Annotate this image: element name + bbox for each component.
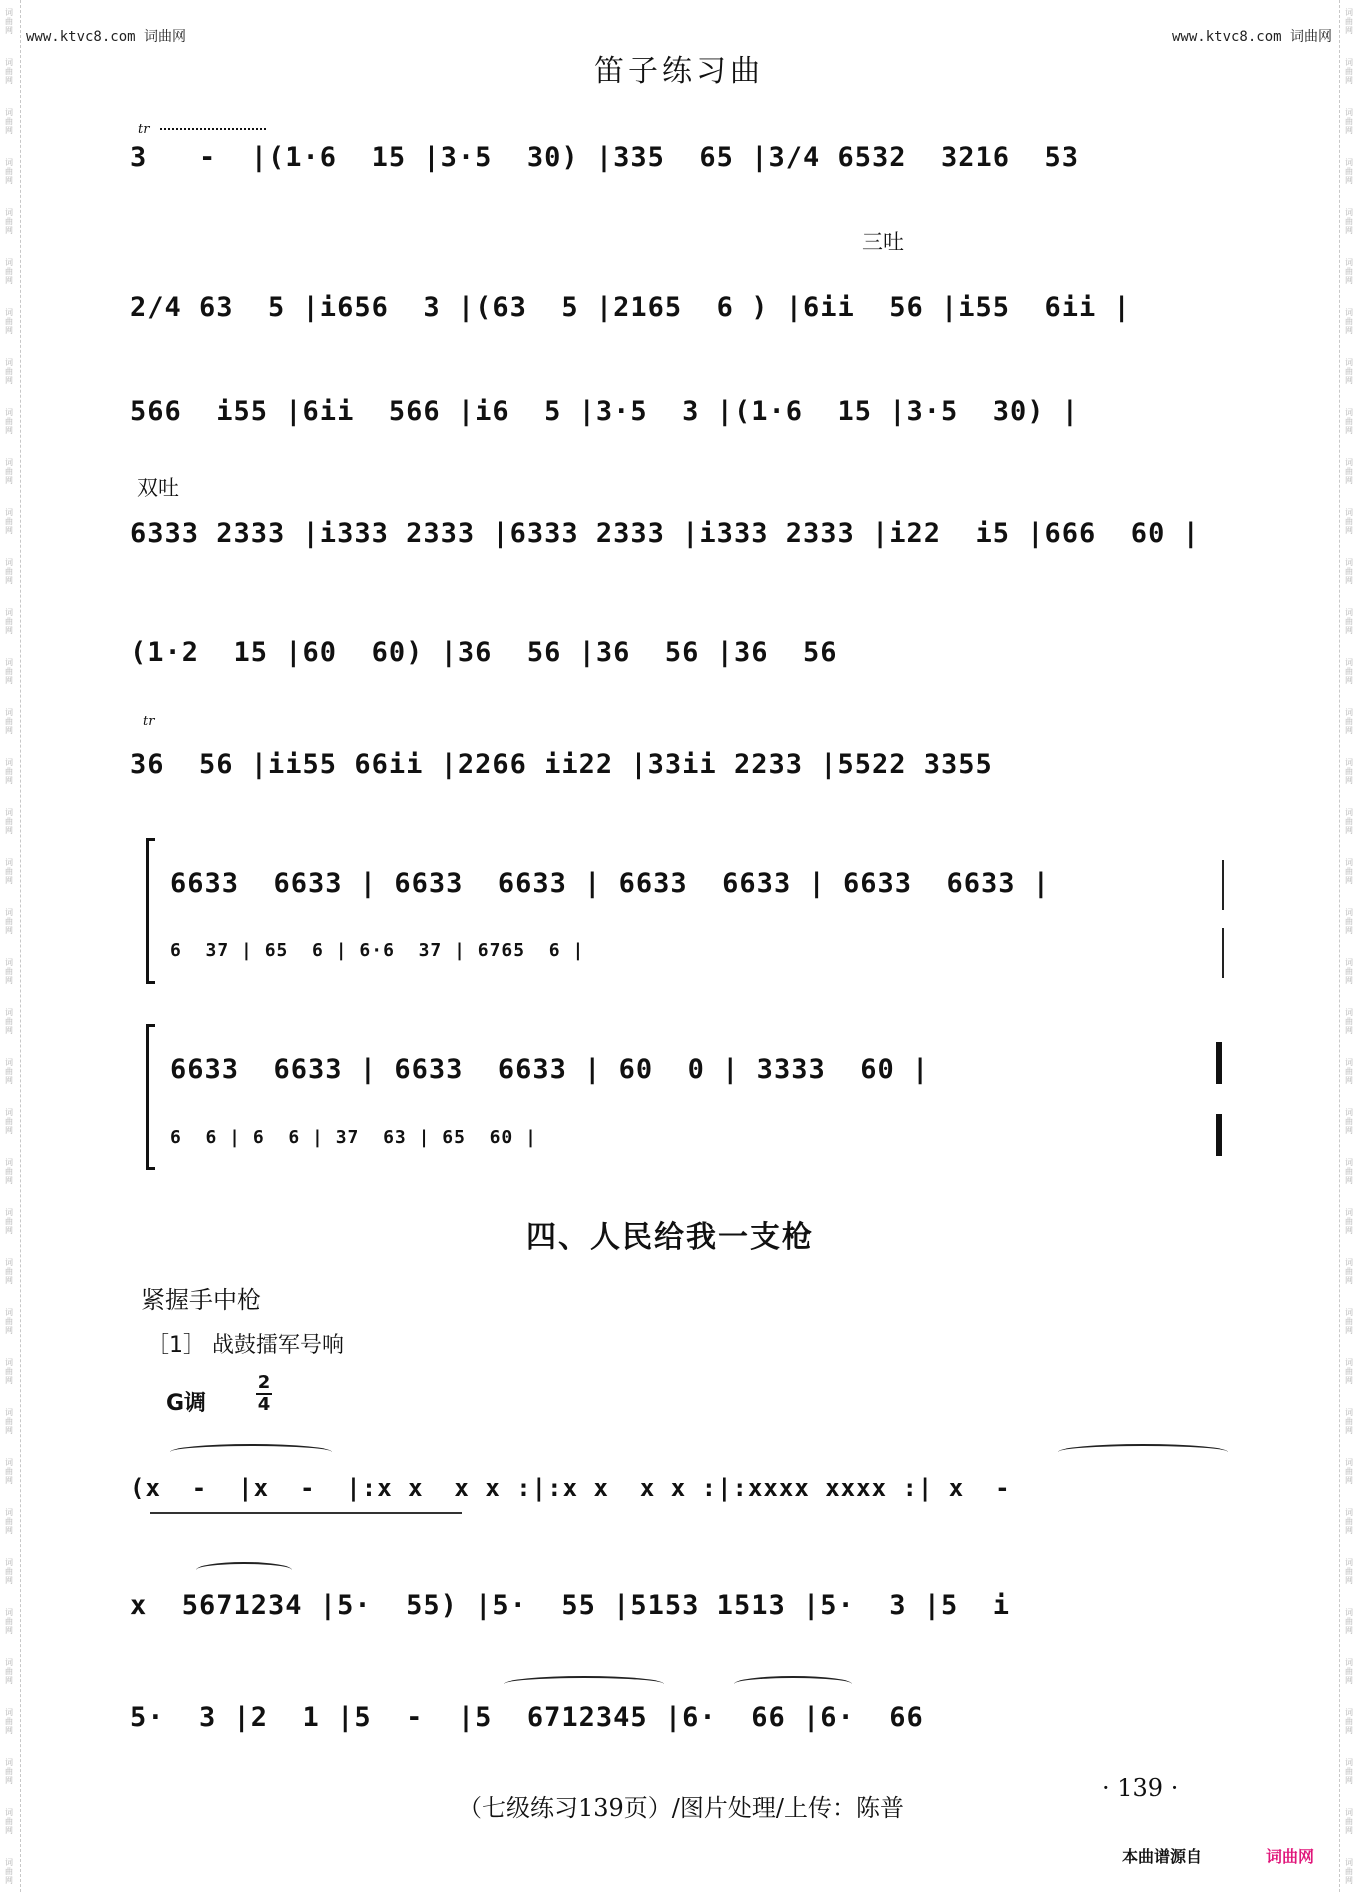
- watermark-glyph: 词 曲 网: [1345, 458, 1353, 485]
- time-signature-top: 2: [257, 1372, 271, 1393]
- watermark-glyph: 词 曲 网: [5, 1008, 13, 1035]
- watermark-glyph: 词 曲 网: [5, 1158, 13, 1185]
- percussion-row: (x - |x - |:x x x x :|:x x x x :|:xxxx xxxx :| x -: [130, 1474, 1011, 1502]
- watermark-glyph: 词 曲 网: [5, 108, 13, 135]
- phrase-slur: [1058, 1444, 1228, 1460]
- watermark-glyph: 词 曲 网: [5, 1708, 13, 1735]
- watermark-glyph: 词 曲 网: [5, 1858, 13, 1885]
- phrase-slur: [170, 1444, 332, 1460]
- score-row-8-upper: 6633 6633 | 6633 6633 | 60 0 | 3333 60 |: [170, 1054, 930, 1085]
- footer-caption: （七级练习139页）/图片处理/上传：陈普: [458, 1794, 904, 1822]
- technique-label-double-tonguing: 双吐: [137, 476, 179, 500]
- system-bracket: [146, 1024, 155, 1170]
- melody-row-2: 5· 3 |2 1 |5 - |5 6712345 |6· 66 |6· 66: [130, 1702, 924, 1733]
- watermark-glyph: 词 曲 网: [5, 708, 13, 735]
- tuplet-slur: [196, 1562, 292, 1578]
- watermark-glyph: 词 曲 网: [5, 1808, 13, 1835]
- watermark-glyph: 词 曲 网: [5, 1308, 13, 1335]
- site-label-right[interactable]: www.ktvc8.com 词曲网: [1172, 29, 1333, 45]
- watermark-glyph: 词 曲 网: [1345, 1858, 1353, 1885]
- footer-source-label: 本曲谱源自: [1122, 1847, 1203, 1866]
- page-title: 笛子练习曲: [594, 54, 764, 89]
- watermark-glyph: 词 曲 网: [1345, 658, 1353, 685]
- watermark-glyph: 词 曲 网: [1345, 1008, 1353, 1035]
- time-signature-bottom: 4: [257, 1394, 271, 1415]
- barline: [1222, 928, 1224, 978]
- watermark-glyph: 词 曲 网: [1345, 1458, 1353, 1485]
- watermark-glyph: 词 曲 网: [5, 358, 13, 385]
- final-barline: [1216, 1114, 1222, 1156]
- watermark-glyph: 词 曲 网: [5, 208, 13, 235]
- watermark-glyph: 词 曲 网: [1345, 1158, 1353, 1185]
- watermark-glyph: 词 曲 网: [5, 408, 13, 435]
- watermark-glyph: 词 曲 网: [5, 1658, 13, 1685]
- watermark-glyph: 词 曲 网: [1345, 808, 1353, 835]
- watermark-glyph: 词 曲 网: [5, 1508, 13, 1535]
- watermark-glyph: 词 曲 网: [5, 1208, 13, 1235]
- watermark-glyph: 词 曲 网: [1345, 1808, 1353, 1835]
- watermark-glyph: 词 曲 网: [5, 8, 13, 35]
- watermark-glyph: 词 曲 网: [1345, 608, 1353, 635]
- score-row-3: 566 i55 |6ii 566 |i6 5 |3·5 3 |(1·6 15 |3·5 30) |: [130, 396, 1080, 427]
- watermark-glyph: 词 曲 网: [1345, 508, 1353, 535]
- final-barline: [1216, 1042, 1222, 1084]
- watermark-glyph: 词 曲 网: [1345, 1758, 1353, 1785]
- trill-mark: tr: [138, 122, 150, 137]
- watermark-glyph: 词 曲 网: [5, 58, 13, 85]
- tempo-marking: 紧握手中枪: [141, 1286, 261, 1314]
- watermark-glyph: 词 曲 网: [1345, 108, 1353, 135]
- watermark-glyph: 词 曲 网: [1345, 1408, 1353, 1435]
- score-row-8-lower: 6 6 | 6 6 | 37 63 | 65 60 |: [170, 1127, 537, 1148]
- watermark-glyph: 词 曲 网: [1345, 58, 1353, 85]
- watermark-glyph: 词 曲 网: [1345, 558, 1353, 585]
- site-label-left[interactable]: www.ktvc8.com 词曲网: [26, 29, 187, 45]
- watermark-glyph: 词 曲 网: [5, 258, 13, 285]
- watermark-glyph: 词 曲 网: [1345, 1208, 1353, 1235]
- trill-line: [160, 128, 266, 130]
- watermark-glyph: 词 曲 网: [5, 1108, 13, 1135]
- watermark-glyph: 词 曲 网: [5, 1258, 13, 1285]
- watermark-glyph: 词 曲 网: [5, 558, 13, 585]
- watermark-glyph: 词 曲 网: [1345, 8, 1353, 35]
- score-row-5: (1·2 15 |60 60) |36 56 |36 56 |36 56: [130, 637, 838, 668]
- score-row-4: 6333 2333 |i333 2333 |6333 2333 |i333 2333 |i22 i5 |666 60 |: [130, 518, 1200, 549]
- watermark-glyph: 词 曲 网: [1345, 208, 1353, 235]
- watermark-glyph: 词 曲 网: [5, 1058, 13, 1085]
- right-watermark-strip: [1339, 0, 1359, 1892]
- watermark-glyph: 词 曲 网: [1345, 1358, 1353, 1385]
- watermark-glyph: 词 曲 网: [1345, 1658, 1353, 1685]
- watermark-glyph: 词 曲 网: [5, 458, 13, 485]
- watermark-glyph: 词 曲 网: [5, 858, 13, 885]
- watermark-glyph: 词 曲 网: [5, 658, 13, 685]
- watermark-glyph: 词 曲 网: [5, 308, 13, 335]
- system-bracket: [146, 838, 155, 984]
- technique-label-triple-tonguing: 三吐: [862, 230, 904, 254]
- watermark-glyph: 词 曲 网: [1345, 358, 1353, 385]
- melody-row-1: x 5671234 |5· 55) |5· 55 |5153 1513 |5· 3 |5 i: [130, 1590, 1011, 1621]
- watermark-glyph: 词 曲 网: [1345, 1308, 1353, 1335]
- score-row-7-lower: 6 37 | 65 6 | 6·6 37 | 6765 6 |: [170, 940, 585, 961]
- watermark-glyph: 词 曲 网: [1345, 408, 1353, 435]
- time-signature: [256, 1373, 272, 1415]
- watermark-glyph: 词 曲 网: [1345, 1058, 1353, 1085]
- watermark-glyph: 词 曲 网: [5, 1458, 13, 1485]
- score-row-6: 36 56 |ii55 66ii |2266 ii22 |33ii 2233 |5522 3355: [130, 749, 993, 780]
- watermark-glyph: 词 曲 网: [5, 958, 13, 985]
- score-row-2: 2/4 63 5 |i656 3 |(63 5 |2165 6 ) |6ii 56 |i55 6ii |: [130, 292, 1131, 323]
- watermark-glyph: 词 曲 网: [1345, 708, 1353, 735]
- watermark-glyph: 词 曲 网: [5, 508, 13, 535]
- section-title: 四、人民给我一支枪: [526, 1220, 814, 1255]
- watermark-glyph: 词 曲 网: [5, 1758, 13, 1785]
- watermark-glyph: 词 曲 网: [1345, 1708, 1353, 1735]
- watermark-glyph: 词 曲 网: [5, 1408, 13, 1435]
- left-watermark-strip: [0, 0, 21, 1892]
- tuplet-slur: [734, 1676, 852, 1692]
- phrase-slur: [504, 1676, 664, 1692]
- watermark-glyph: 词 曲 网: [1345, 908, 1353, 935]
- rehearsal-mark: ［1］ 战鼓擂军号响: [147, 1333, 344, 1358]
- watermark-glyph: 词 曲 网: [5, 1358, 13, 1385]
- watermark-glyph: 词 曲 网: [1345, 1258, 1353, 1285]
- score-row-1: 3 - |(1·6 15 |3·5 30) |335 65 |3/4 6532 3216 53: [130, 142, 1080, 173]
- watermark-glyph: 词 曲 网: [5, 1558, 13, 1585]
- watermark-glyph: 词 曲 网: [5, 908, 13, 935]
- watermark-glyph: 词 曲 网: [1345, 758, 1353, 785]
- watermark-glyph: 词 曲 网: [1345, 1608, 1353, 1635]
- watermark-glyph: 词 曲 网: [5, 158, 13, 185]
- watermark-glyph: 词 曲 网: [1345, 858, 1353, 885]
- watermark-glyph: 词 曲 网: [1345, 958, 1353, 985]
- watermark-glyph: 词 曲 网: [5, 608, 13, 635]
- watermark-glyph: 词 曲 网: [5, 758, 13, 785]
- tie-line: [150, 1512, 462, 1514]
- footer-site-logo[interactable]: 词曲网: [1266, 1847, 1315, 1866]
- watermark-glyph: 词 曲 网: [5, 808, 13, 835]
- watermark-glyph: 词 曲 网: [1345, 258, 1353, 285]
- barline: [1222, 860, 1224, 910]
- watermark-glyph: 词 曲 网: [5, 1608, 13, 1635]
- page-number: · 139 ·: [1102, 1774, 1179, 1802]
- watermark-glyph: 词 曲 网: [1345, 1508, 1353, 1535]
- watermark-glyph: 词 曲 网: [1345, 1108, 1353, 1135]
- key-signature: G调: [166, 1391, 207, 1416]
- watermark-glyph: 词 曲 网: [1345, 308, 1353, 335]
- score-row-7-upper: 6633 6633 | 6633 6633 | 6633 6633 | 6633 6633 |: [170, 868, 1051, 899]
- watermark-glyph: 词 曲 网: [1345, 1558, 1353, 1585]
- watermark-glyph: 词 曲 网: [1345, 158, 1353, 185]
- trill-mark: tr: [143, 714, 155, 729]
